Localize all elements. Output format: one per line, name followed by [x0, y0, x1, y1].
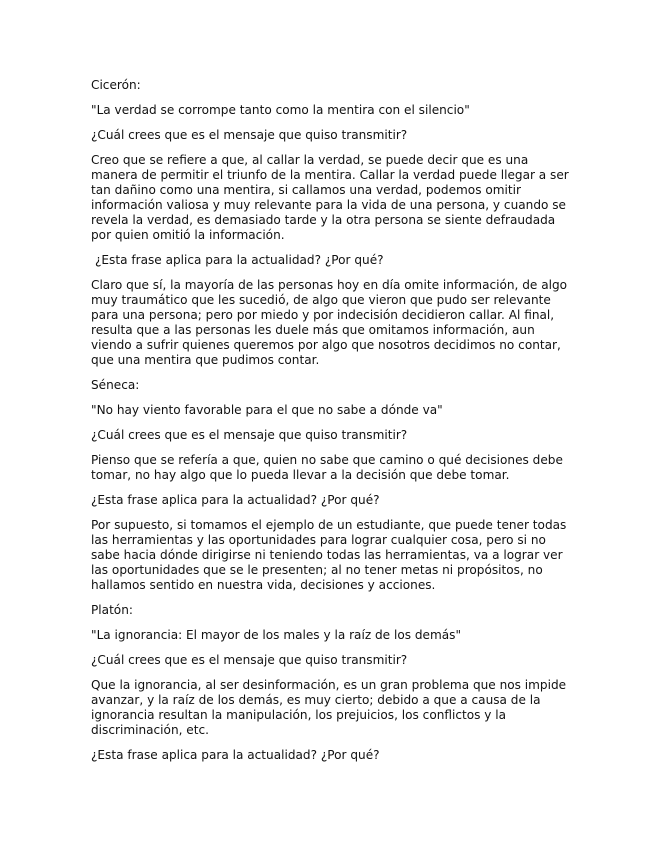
- author-seneca: Séneca:: [91, 378, 140, 392]
- answer-line: tomar, no hay algo que lo pueda llevar a la decisión que debe tomar.: [91, 468, 510, 482]
- quote-platon: "La ignorancia: El mayor de los males y la raíz de los demás": [91, 628, 462, 642]
- answer-line: que una mentira que pudimos contar.: [91, 353, 320, 367]
- question-today-platon: ¿Esta frase aplica para la actualidad? ¿Por qué?: [91, 748, 380, 762]
- answer-line: Creo que se refiere a que, al callar la verdad, se puede decir que es una: [91, 153, 529, 167]
- answer-line: viendo a sufrir quienes queremos por algo que nosotros decidimos no contar,: [91, 338, 561, 352]
- answer-line: revela la verdad, es demasiado tarde y la otra persona se siente defraudada: [91, 213, 556, 227]
- answer-message-platon: [91, 678, 569, 738]
- answer-line: las herramientas y las oportunidades para lograr cualquier cosa, pero si no: [91, 533, 546, 547]
- answer-line: resulta que a las personas les duele más que omitamos información, aun: [91, 323, 535, 337]
- answer-line: tan dañino como una mentira, si callamos una verdad, podemos omitir: [91, 183, 521, 197]
- answer-line: sabe hacia dónde dirigirse ni teniendo todas las herramientas, va a lograr ver: [91, 548, 563, 562]
- answer-line: manera de permitir el triunfo de la mentira. Callar la verdad puede llegar a ser: [91, 168, 569, 182]
- quote-ciceron: "La verdad se corrompe tanto como la mentira con el silencio": [91, 103, 470, 117]
- author-ciceron: Cicerón:: [91, 78, 141, 92]
- question-today-ciceron: ¿Esta frase aplica para la actualidad? ¿Por qué?: [95, 253, 384, 267]
- answer-line: las oportunidades que se le presenten; al no tener metas ni propósitos, no: [91, 563, 543, 577]
- answer-message-ciceron: [91, 153, 569, 243]
- question-message-seneca: ¿Cuál crees que es el mensaje que quiso transmitir?: [91, 428, 408, 442]
- answer-line: ignorancia resultan la manipulación, los prejuicios, los conflictos y la: [91, 708, 507, 722]
- question-today-seneca: ¿Esta frase aplica para la actualidad? ¿Por qué?: [91, 493, 380, 507]
- question-message-platon: ¿Cuál crees que es el mensaje que quiso transmitir?: [91, 653, 408, 667]
- answer-message-seneca: [91, 453, 569, 483]
- answer-line: Pienso que se refería a que, quien no sabe que camino o qué decisiones debe: [91, 453, 563, 467]
- document-page: [91, 78, 569, 773]
- answer-line: muy traumático que les sucedió, de algo que vieron que pudo ser relevante: [91, 293, 551, 307]
- answer-line: por quien omitió la información.: [91, 228, 285, 242]
- answer-line: Claro que sí, la mayoría de las personas hoy en día omite información, de algo: [91, 278, 568, 292]
- answer-line: hallamos sentido en nuestra vida, decisiones y acciones.: [91, 578, 436, 592]
- answer-line: para una persona; pero por miedo y por indecisión decidieron callar. Al final,: [91, 308, 555, 322]
- question-message-ciceron: ¿Cuál crees que es el mensaje que quiso transmitir?: [91, 128, 408, 142]
- answer-line: avanzar, y la raíz de los demás, es muy cierto; debido a que a causa de la: [91, 693, 541, 707]
- answer-today-seneca: [91, 518, 569, 593]
- quote-seneca: "No hay viento favorable para el que no sabe a dónde va": [91, 403, 443, 417]
- answer-line: Que la ignorancia, al ser desinformación, es un gran problema que nos impide: [91, 678, 567, 692]
- answer-today-ciceron: [91, 278, 569, 368]
- answer-line: Por supuesto, si tomamos el ejemplo de un estudiante, que puede tener todas: [91, 518, 567, 532]
- answer-line: discriminación, etc.: [91, 723, 209, 737]
- author-platon: Platón:: [91, 603, 133, 617]
- answer-line: información valiosa y muy relevante para la vida de una persona, y cuando se: [91, 198, 566, 212]
